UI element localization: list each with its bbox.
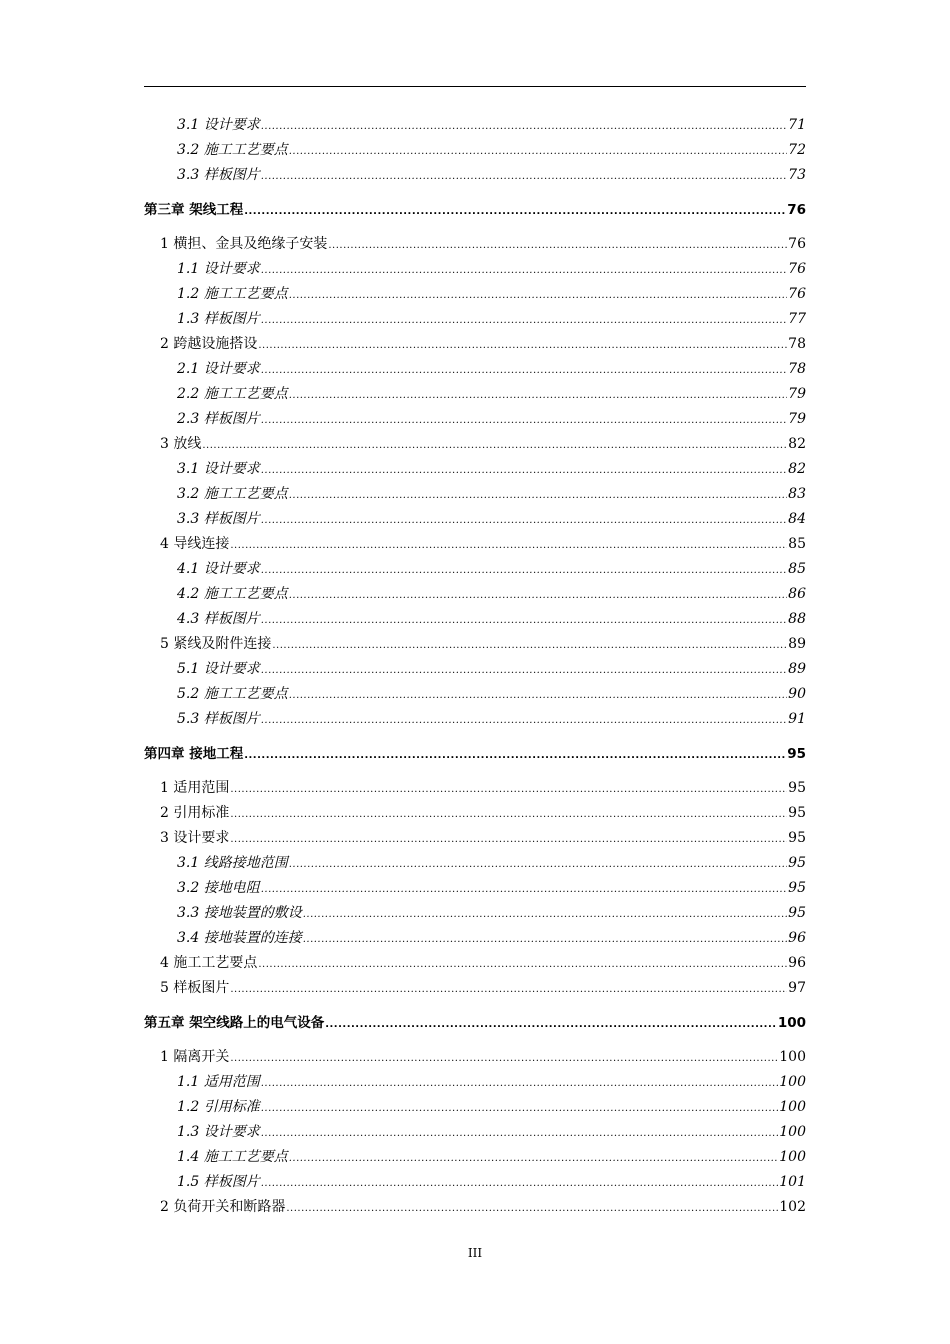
toc-entry-page: 86 <box>788 586 806 602</box>
toc-entry-title: 1.2 引用标准 <box>177 1099 260 1115</box>
toc-entry-title: 3 设计要求 <box>160 830 230 846</box>
toc-entry-page: 95 <box>787 746 806 762</box>
toc-dot-leader <box>261 1121 779 1146</box>
toc-entry-page: 78 <box>788 336 806 352</box>
toc-entry[interactable] <box>144 357 806 382</box>
toc-entry-title: 第三章 架线工程 <box>144 202 244 218</box>
toc-entry-title: 4 导线连接 <box>160 536 230 552</box>
toc-entry-page: 100 <box>779 1149 806 1165</box>
toc-dot-leader <box>202 433 787 458</box>
toc-entry[interactable] <box>144 482 806 507</box>
toc-entry[interactable] <box>144 257 806 282</box>
toc-entry[interactable] <box>144 407 806 432</box>
toc-entry-page: 95 <box>788 830 806 846</box>
toc-entry[interactable] <box>144 1120 806 1145</box>
toc-entry-page: 73 <box>788 167 806 183</box>
toc-entry-title: 2 跨越设施搭设 <box>160 336 258 352</box>
toc-entry-page: 88 <box>788 611 806 627</box>
toc-chapter-entry[interactable] <box>144 1011 806 1036</box>
toc-entry[interactable] <box>144 876 806 901</box>
toc-entry[interactable] <box>144 657 806 682</box>
toc-entry-page: 95 <box>788 905 806 921</box>
toc-dot-leader <box>261 258 787 283</box>
toc-entry-title: 1.5 样板图片 <box>177 1174 260 1190</box>
page-number: III <box>467 1246 483 1260</box>
toc-dot-leader <box>289 383 787 408</box>
toc-entry-page: 100 <box>779 1074 806 1090</box>
toc-dot-leader <box>261 658 787 683</box>
toc-entry-title: 5.2 施工工艺要点 <box>177 686 288 702</box>
toc-entry[interactable] <box>144 607 806 632</box>
toc-entry-title: 3.4 接地装置的连接 <box>177 930 302 946</box>
toc-dot-leader <box>289 139 787 164</box>
toc-entry-page: 91 <box>788 711 806 727</box>
header-rule <box>144 86 806 87</box>
toc-entry-page: 76 <box>788 236 806 252</box>
toc-entry-title: 3.3 样板图片 <box>177 167 260 183</box>
toc-entry[interactable] <box>144 307 806 332</box>
toc-entry-page: 76 <box>788 286 806 302</box>
toc-dot-leader <box>289 283 787 308</box>
toc-entry[interactable] <box>144 457 806 482</box>
toc-entry-page: 77 <box>788 311 806 327</box>
toc-entry-page: 100 <box>779 1049 806 1065</box>
toc-dot-leader <box>244 743 786 768</box>
toc-dot-leader <box>230 777 787 802</box>
toc-entry-title: 1.3 设计要求 <box>177 1124 260 1140</box>
toc-entry-title: 5 紧线及附件连接 <box>160 636 272 652</box>
toc-chapter-entry[interactable] <box>144 742 806 767</box>
toc-entry-title: 1 隔离开关 <box>160 1049 230 1065</box>
toc-dot-leader <box>261 358 787 383</box>
toc-entry-title: 3.1 设计要求 <box>177 117 260 133</box>
toc-entry-page: 96 <box>788 955 806 971</box>
toc-entry[interactable] <box>144 1095 806 1120</box>
toc-entry[interactable] <box>144 432 806 457</box>
toc-entry[interactable] <box>144 232 806 257</box>
toc-dot-leader <box>261 558 787 583</box>
toc-entry-page: 76 <box>787 202 806 218</box>
toc-entry[interactable] <box>144 163 806 188</box>
toc-dot-leader <box>261 114 787 139</box>
toc-entry-title: 3.2 施工工艺要点 <box>177 142 288 158</box>
toc-entry[interactable] <box>144 951 806 976</box>
toc-entry-page: 72 <box>788 142 806 158</box>
toc-entry-title: 第五章 架空线路上的电气设备 <box>144 1015 325 1031</box>
toc-dot-leader <box>258 333 787 358</box>
toc-entry[interactable] <box>144 1145 806 1170</box>
toc-dot-leader <box>261 1071 779 1096</box>
toc-entry[interactable] <box>144 282 806 307</box>
toc-entry-title: 4 施工工艺要点 <box>160 955 258 971</box>
toc-dot-leader <box>261 408 787 433</box>
toc-entry-title: 3.2 接地电阻 <box>177 880 260 896</box>
toc-entry-page: 78 <box>788 361 806 377</box>
toc-entry-title: 3.2 施工工艺要点 <box>177 486 288 502</box>
toc-entry-page: 76 <box>788 261 806 277</box>
toc-entry-page: 79 <box>788 386 806 402</box>
toc-dot-leader <box>230 533 787 558</box>
toc-entry[interactable] <box>144 582 806 607</box>
toc-entry-title: 4.3 样板图片 <box>177 611 260 627</box>
toc-entry-title: 3.3 接地装置的敷设 <box>177 905 302 921</box>
toc-entry[interactable] <box>144 532 806 557</box>
toc-entry-title: 5.1 设计要求 <box>177 661 260 677</box>
toc-dot-leader <box>289 583 787 608</box>
toc-entry-title: 1.1 设计要求 <box>177 261 260 277</box>
toc-entry-page: 100 <box>777 1015 806 1031</box>
toc-entry[interactable] <box>144 901 806 926</box>
toc-entry-title: 5 样板图片 <box>160 980 230 996</box>
toc-entry-title: 2.3 样板图片 <box>177 411 260 427</box>
toc-entry[interactable] <box>144 1195 806 1220</box>
toc-entry[interactable] <box>144 851 806 876</box>
toc-entry-title: 1.4 施工工艺要点 <box>177 1149 288 1165</box>
toc-entry-title: 2 负荷开关和断路器 <box>160 1199 286 1215</box>
toc-dot-leader <box>289 852 787 877</box>
toc-dot-leader <box>261 458 787 483</box>
toc-entry-page: 95 <box>788 805 806 821</box>
toc-entry-title: 3.3 样板图片 <box>177 511 260 527</box>
toc-entry[interactable] <box>144 926 806 951</box>
toc-entry-title: 3.1 设计要求 <box>177 461 260 477</box>
toc-dot-leader <box>230 827 787 852</box>
toc-entry[interactable] <box>144 557 806 582</box>
toc-entry-title: 3.1 线路接地范围 <box>177 855 288 871</box>
toc-entry-title: 第四章 接地工程 <box>144 746 244 762</box>
toc-entry-title: 1 适用范围 <box>160 780 230 796</box>
toc-dot-leader <box>261 508 787 533</box>
toc-entry-page: 97 <box>788 980 806 996</box>
toc-dot-leader <box>325 1012 777 1037</box>
toc-entry-page: 100 <box>779 1124 806 1140</box>
toc-dot-leader <box>303 902 787 927</box>
toc-entry[interactable] <box>144 507 806 532</box>
toc-entry[interactable] <box>144 707 806 732</box>
toc-entry-title: 3 放线 <box>160 436 202 452</box>
toc-entry-page: 95 <box>788 855 806 871</box>
toc-chapter-entry[interactable] <box>144 198 806 223</box>
toc-entry-page: 102 <box>779 1199 806 1215</box>
toc-entry[interactable] <box>144 1045 806 1070</box>
toc-dot-leader <box>261 164 787 189</box>
toc-dot-leader <box>261 877 787 902</box>
toc-dot-leader <box>303 927 787 952</box>
toc-entry-title: 1 横担、金具及绝缘子安装 <box>160 236 328 252</box>
toc-dot-leader <box>261 608 787 633</box>
toc-dot-leader <box>328 233 787 258</box>
toc-entry[interactable] <box>144 682 806 707</box>
toc-entry-title: 2.1 设计要求 <box>177 361 260 377</box>
toc-entry[interactable] <box>144 826 806 851</box>
toc-entry-page: 82 <box>788 461 806 477</box>
toc-entry-title: 4.1 设计要求 <box>177 561 260 577</box>
toc-entry[interactable] <box>144 1170 806 1195</box>
toc-entry[interactable] <box>144 632 806 657</box>
toc-entry[interactable] <box>144 776 806 801</box>
toc-dot-leader <box>261 708 787 733</box>
toc-entry-page: 82 <box>788 436 806 452</box>
toc-entry-page: 83 <box>788 486 806 502</box>
toc-entry-page: 96 <box>788 930 806 946</box>
toc-dot-leader <box>286 1196 778 1221</box>
toc-entry-page: 85 <box>788 561 806 577</box>
toc-entry-page: 79 <box>788 411 806 427</box>
toc-dot-leader <box>230 802 787 827</box>
toc-entry-page: 95 <box>788 780 806 796</box>
toc-entry-title: 5.3 样板图片 <box>177 711 260 727</box>
toc-entry-page: 101 <box>779 1174 806 1190</box>
toc-entry-page: 85 <box>788 536 806 552</box>
toc-entry-title: 1.1 适用范围 <box>177 1074 260 1090</box>
toc-dot-leader <box>261 308 787 333</box>
toc-entry[interactable] <box>144 1070 806 1095</box>
toc-entry[interactable] <box>144 138 806 163</box>
toc-entry-title: 1.3 样板图片 <box>177 311 260 327</box>
toc-dot-leader <box>261 1171 779 1196</box>
toc-entry-page: 95 <box>788 880 806 896</box>
toc-entry-page: 89 <box>788 636 806 652</box>
toc-entry-title: 2 引用标准 <box>160 805 230 821</box>
toc-entry-page: 90 <box>788 686 806 702</box>
toc-entry-title: 2.2 施工工艺要点 <box>177 386 288 402</box>
toc-dot-leader <box>261 1096 779 1121</box>
table-of-contents <box>144 113 806 1220</box>
toc-entry-page: 89 <box>788 661 806 677</box>
toc-dot-leader <box>272 633 787 658</box>
toc-entry[interactable] <box>144 976 806 1001</box>
toc-dot-leader <box>289 483 787 508</box>
toc-dot-leader <box>230 1046 778 1071</box>
toc-dot-leader <box>289 1146 779 1171</box>
toc-entry-page: 100 <box>779 1099 806 1115</box>
toc-entry[interactable] <box>144 113 806 138</box>
toc-dot-leader <box>289 683 787 708</box>
toc-entry[interactable] <box>144 801 806 826</box>
toc-entry[interactable] <box>144 382 806 407</box>
toc-entry-page: 84 <box>788 511 806 527</box>
toc-dot-leader <box>258 952 787 977</box>
toc-entry-title: 1.2 施工工艺要点 <box>177 286 288 302</box>
toc-dot-leader <box>244 199 786 224</box>
toc-dot-leader <box>230 977 787 1002</box>
toc-entry-page: 71 <box>788 117 806 133</box>
toc-entry[interactable] <box>144 332 806 357</box>
toc-entry-title: 4.2 施工工艺要点 <box>177 586 288 602</box>
